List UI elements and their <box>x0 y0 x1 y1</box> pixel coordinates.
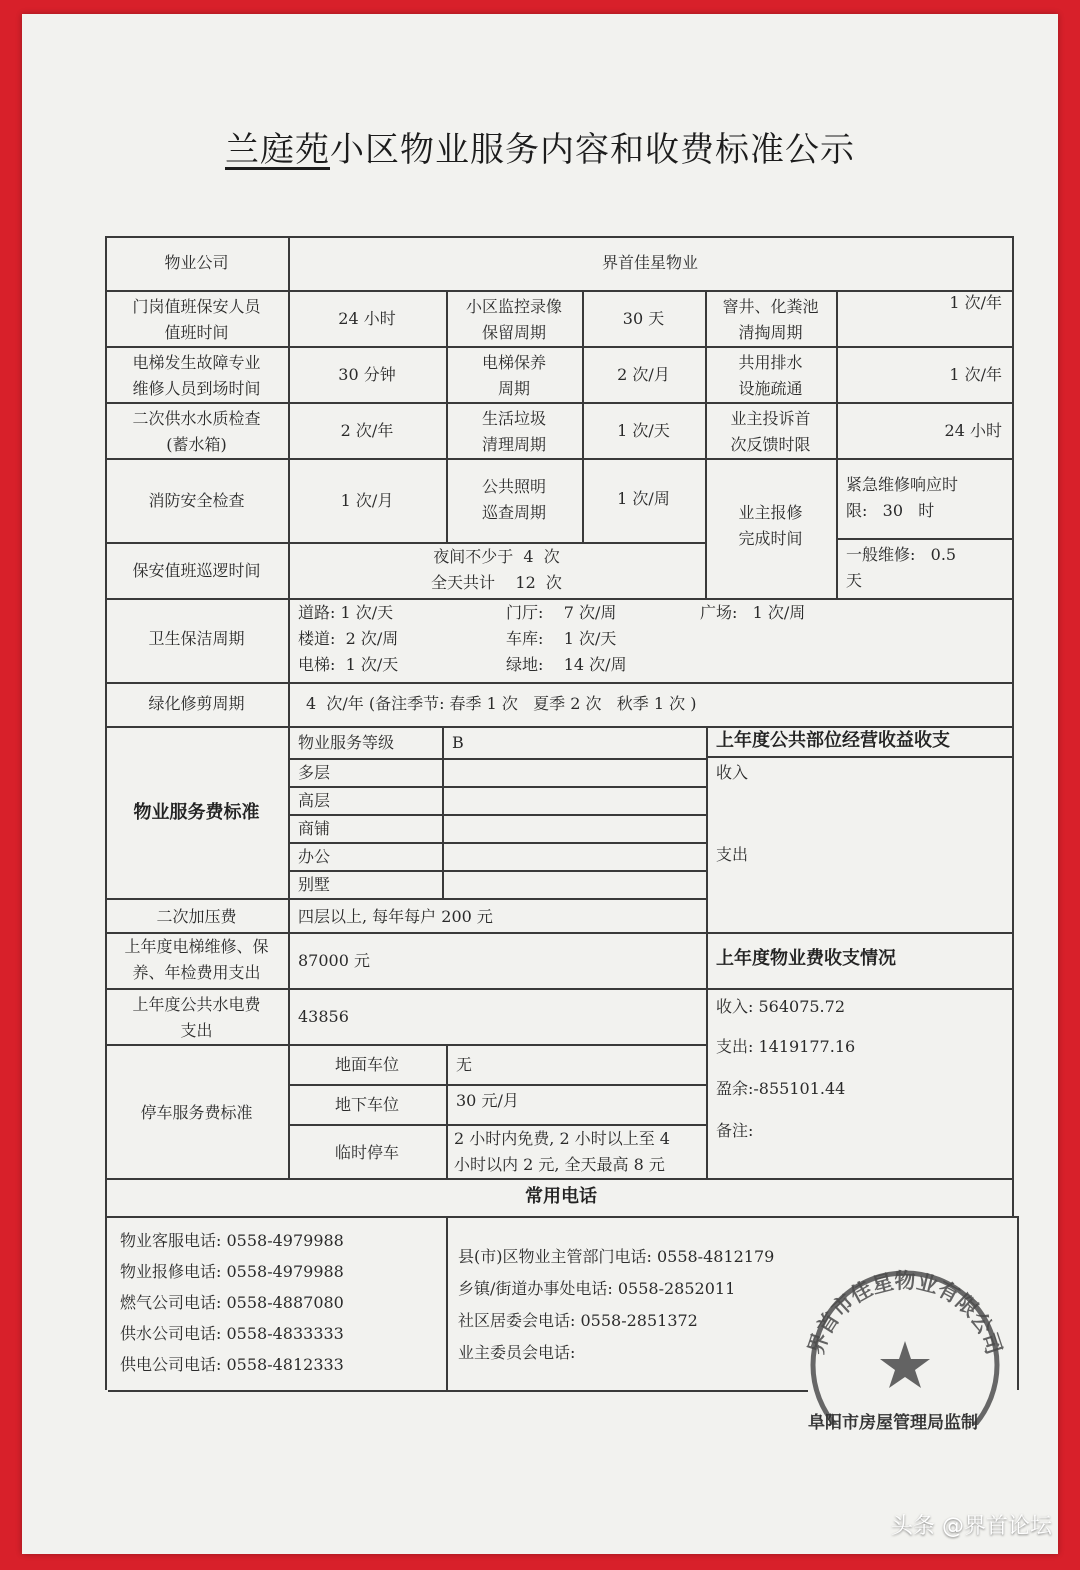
elevator-maint-label: 电梯保养 周期 <box>481 353 546 398</box>
public-income-title: 上年度公共部位经营收益收支 <box>716 730 950 751</box>
drainage-label: 共用排水 设施疏通 <box>738 353 803 398</box>
cctv-value: 30 天 <box>622 309 665 328</box>
elevator-cost-value: 87000 元 <box>298 951 370 970</box>
lighting-label: 公共照明 巡查周期 <box>481 477 546 522</box>
fire-check-value: 1 次/月 <box>340 491 394 510</box>
phone-item: 县(市)区物业主管部门电话: 0558-4812179 <box>458 1247 775 1266</box>
repair-general: 一般维修: 0.5 天 <box>846 545 957 590</box>
water-cost-value: 43856 <box>298 1007 349 1026</box>
pressure-value: 四层以上, 每年每户 200 元 <box>298 907 493 926</box>
clean-garage: 车库: 1 次/天 <box>506 629 617 648</box>
phone-item: 业主委员会电话: <box>458 1343 576 1362</box>
guard-duty-label: 门岗值班保安人员 值班时间 <box>132 297 261 342</box>
phones-title: 常用电话 <box>525 1186 597 1207</box>
garbage-label: 生活垃圾 清理周期 <box>481 409 546 454</box>
garbage-value: 1 次/天 <box>617 421 670 440</box>
greening-label: 绿化修剪周期 <box>148 694 245 713</box>
phone-item: 社区居委会电话: 0558-2851372 <box>458 1311 698 1330</box>
company-label: 物业公司 <box>164 253 229 272</box>
complaint-value: 24 小时 <box>944 421 1002 440</box>
clean-corridor: 楼道: 2 次/周 <box>298 629 399 648</box>
parking-item-name: 临时停车 <box>334 1143 399 1162</box>
company-seal-icon <box>800 1265 1010 1425</box>
phone-item: 物业客服电话: 0558-4979988 <box>120 1231 344 1250</box>
water-check-label: 二次供水水质检查 (蓄水箱) <box>132 409 261 454</box>
lighting-value: 1 次/周 <box>617 489 670 508</box>
watermark: 头条 @界首论坛 <box>891 1514 1052 1539</box>
fee-item-name: 别墅 <box>298 875 331 894</box>
estate-name: 兰庭苑 <box>225 130 330 170</box>
pressure-label: 二次加压费 <box>156 907 237 926</box>
phone-item: 供电公司电话: 0558-4812333 <box>120 1355 344 1374</box>
public-income: 收入 <box>716 763 749 782</box>
drainage-value: 1 次/年 <box>949 365 1002 384</box>
summary-note: 备注: <box>716 1121 754 1140</box>
fee-item-name: 高层 <box>298 791 331 810</box>
water-cost-label: 上年度公共水电费 支出 <box>132 995 261 1040</box>
svg-text:界首市佳星物业有限公司: 界首市佳星物业有限公司 <box>802 1268 1008 1358</box>
septic-label: 窨井、化粪池 清掏周期 <box>722 297 819 342</box>
clean-lobby: 门厅: 7 次/周 <box>506 603 617 622</box>
patrol-label: 保安值班巡逻时间 <box>132 561 261 580</box>
public-expense: 支出 <box>716 845 749 864</box>
repair-label: 业主报修 完成时间 <box>738 503 803 548</box>
company-value: 界首佳星物业 <box>601 253 698 272</box>
cctv-label: 小区监控录像 保留周期 <box>465 297 562 342</box>
phone-item: 燃气公司电话: 0558-4887080 <box>120 1293 344 1312</box>
fee-item-value: B <box>452 733 464 752</box>
patrol-value: 夜间不少于 4 次 全天共计 12 次 <box>431 547 562 592</box>
summary-expense: 支出: 1419177.16 <box>716 1037 856 1056</box>
repair-emergency: 紧急维修响应时 限: 30 时 <box>846 475 959 520</box>
phone-item: 乡镇/街道办事处电话: 0558-2852011 <box>458 1279 736 1298</box>
fee-item-name: 多层 <box>298 763 331 782</box>
clean-road: 道路: 1 次/天 <box>298 603 394 622</box>
cleaning-label: 卫生保洁周期 <box>148 629 245 648</box>
summary-income: 收入: 564075.72 <box>716 997 846 1016</box>
page-title <box>0 122 1080 171</box>
clean-square: 广场: 1 次/周 <box>700 603 806 622</box>
fee-item-name: 办公 <box>298 847 331 866</box>
elevator-response-label: 电梯发生故障专业 维修人员到场时间 <box>132 353 261 398</box>
fee-item-name: 物业服务等级 <box>298 733 395 752</box>
parking-label: 停车服务费标准 <box>140 1103 253 1122</box>
guard-duty-value: 24 小时 <box>338 309 396 328</box>
elevator-cost-label: 上年度电梯维修、保 养、年检费用支出 <box>124 937 269 982</box>
parking-item-name: 地下车位 <box>334 1095 399 1114</box>
title-rest: 小区物业服务内容和收费标准公示 <box>330 130 855 170</box>
elevator-response-value: 30 分钟 <box>338 365 396 384</box>
water-check-value: 2 次/年 <box>340 421 394 440</box>
clean-elevator: 电梯: 1 次/天 <box>298 655 399 674</box>
elevator-maint-value: 2 次/月 <box>617 365 670 384</box>
fee-item-name: 商铺 <box>298 819 331 838</box>
parking-item-value: 2 小时内免费, 2 小时以上至 4 小时以内 2 元, 全天最高 8 元 <box>454 1129 670 1174</box>
greening-value: 4 次/年 (备注季节: 春季 1 次 夏季 2 次 秋季 1 次 ) <box>306 694 697 713</box>
parking-item-value: 无 <box>456 1055 473 1074</box>
parking-item-value: 30 元/月 <box>456 1091 519 1110</box>
parking-item-name: 地面车位 <box>334 1055 399 1074</box>
summary-balance: 盈余:-855101.44 <box>716 1079 846 1098</box>
fire-check-label: 消防安全检查 <box>148 491 245 510</box>
complaint-label: 业主投诉首 次反馈时限 <box>730 409 811 454</box>
phone-item: 物业报修电话: 0558-4979988 <box>120 1262 344 1281</box>
septic-value: 1 次/年 <box>949 293 1002 312</box>
fee-standard-label: 物业服务费标准 <box>133 802 260 823</box>
clean-green: 绿地: 14 次/周 <box>506 655 627 674</box>
supervision-text: 阜阳市房屋管理局监制 <box>808 1413 978 1433</box>
fee-summary-title: 上年度物业费收支情况 <box>716 948 896 969</box>
phone-item: 供水公司电话: 0558-4833333 <box>120 1324 344 1343</box>
